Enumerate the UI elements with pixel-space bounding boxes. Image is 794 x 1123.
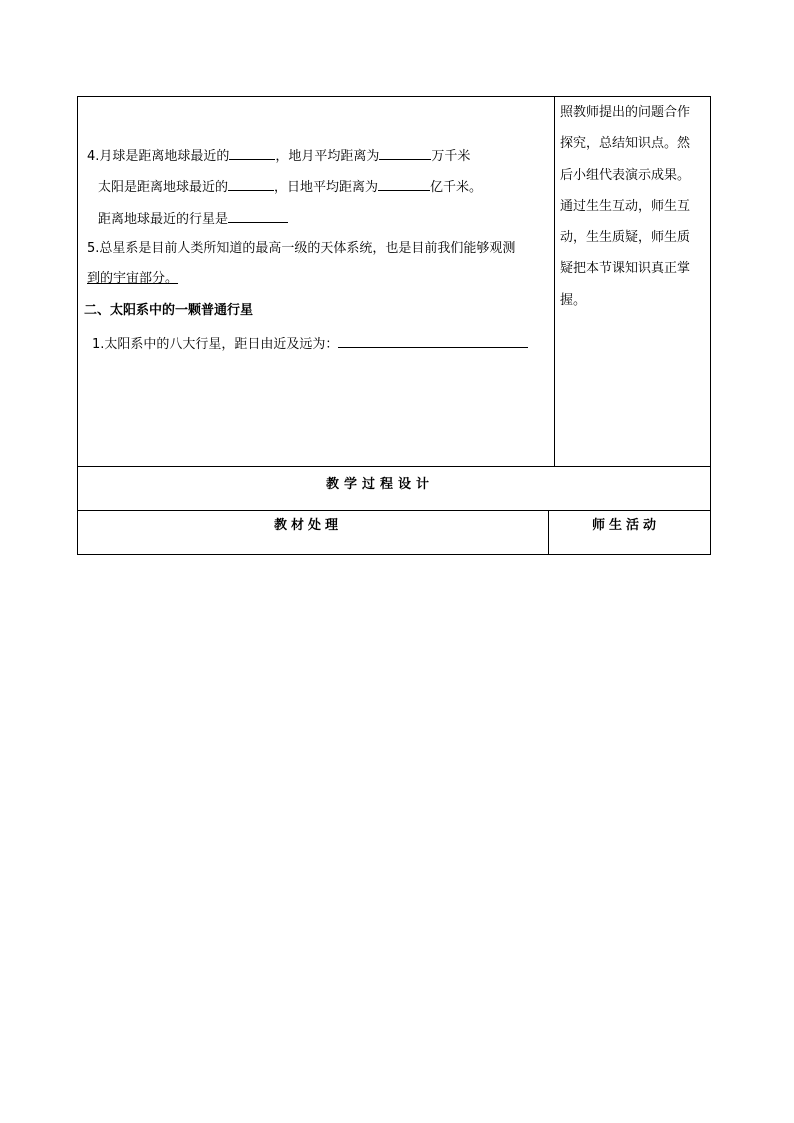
- question-4-line-2-text-b: ，日地平均距离为: [274, 180, 379, 195]
- question-4-line-1-text-b: ，地月平均距离为: [275, 149, 380, 164]
- question-4-line-3: [98, 209, 288, 228]
- table-divider-lower-column: [548, 510, 549, 555]
- column-header-activity: 师生活动: [592, 518, 661, 533]
- right-cell-line: 握。: [560, 293, 587, 308]
- question-4-line-1-text-c: 万千米: [431, 149, 471, 164]
- answer-blank: [228, 177, 274, 191]
- column-header-material: 教材处理: [274, 518, 343, 533]
- table-border-left: [77, 96, 78, 555]
- table-border-bottom: [77, 554, 711, 555]
- table-border-right: [710, 96, 711, 555]
- question-4-line-2: [98, 177, 482, 196]
- right-cell-line: 动，生生质疑，师生质: [560, 230, 691, 245]
- question-5-line-2: 到的宇宙部分。: [87, 271, 179, 286]
- right-cell-line: 后小组代表演示成果。: [560, 168, 691, 183]
- answer-blank: [378, 177, 430, 191]
- question-4-line-2-text-a: 太阳是距离地球最近的: [98, 180, 229, 195]
- answer-blank: [338, 334, 528, 348]
- right-cell-line: 疑把本节课知识真正掌: [560, 261, 691, 276]
- section-2-question-1: [92, 334, 528, 353]
- question-4-line-1-text-a: 4.月球是距离地球最近的: [87, 149, 230, 164]
- design-header: 教学过程设计: [326, 477, 435, 492]
- table-row-divider-2: [77, 510, 711, 511]
- question-4-line-3-text-a: 距离地球最近的行星是: [98, 212, 229, 227]
- table-divider-upper-column: [554, 96, 555, 466]
- answer-blank: [379, 146, 431, 160]
- question-4-line-2-text-c: 亿千米。: [430, 180, 483, 195]
- right-cell-line: 通过生生互动，师生互: [560, 199, 691, 214]
- table-row-divider-1: [77, 466, 711, 467]
- question-5-line-1: 5.总星系是目前人类所知道的最高一级的天体系统，也是目前我们能够观测: [87, 241, 516, 256]
- section-2-question-1-text: 1.太阳系中的八大行星，距日由近及远为：: [92, 337, 339, 352]
- table-border-top: [77, 96, 711, 97]
- question-4-line-1: [87, 146, 470, 165]
- answer-blank: [229, 146, 275, 160]
- right-cell-line: 探究，总结知识点。然: [560, 136, 691, 151]
- section-2-heading: 二、太阳系中的一颗普通行星: [84, 303, 254, 318]
- right-cell-line: 照教师提出的问题合作: [560, 105, 691, 120]
- answer-blank: [228, 209, 288, 223]
